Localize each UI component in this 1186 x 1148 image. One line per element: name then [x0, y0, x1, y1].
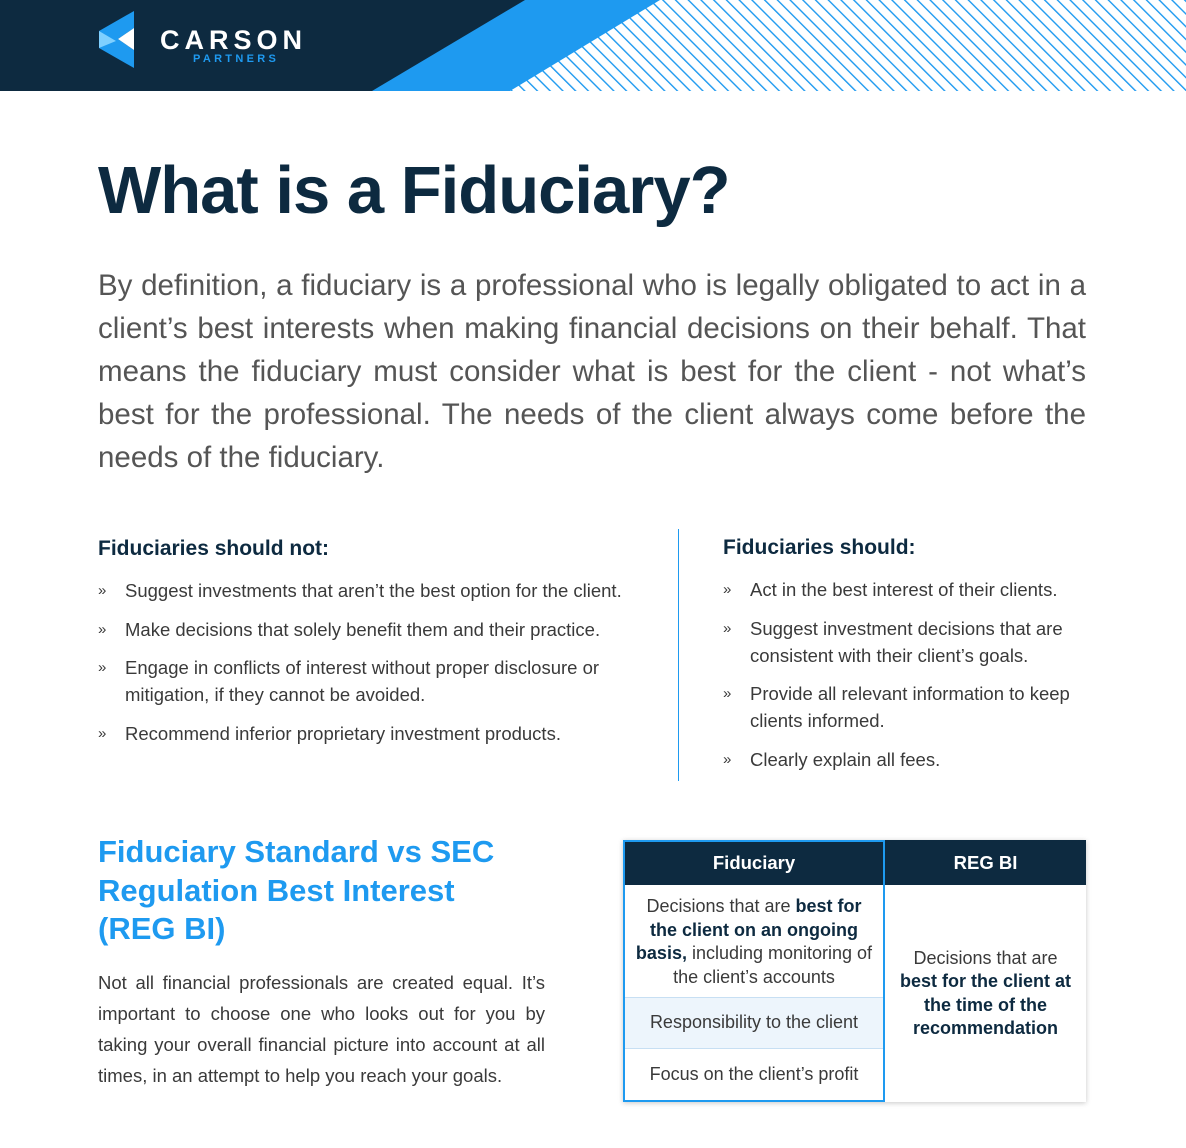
- list-item: [98, 577, 648, 604]
- bullet-icon: »: [723, 620, 732, 637]
- bullet-icon: »: [723, 685, 732, 702]
- comparison-section-title: Fiduciary Standard vs SEC Regulation Best Interest (REG BI): [98, 834, 495, 946]
- should-not-heading: Fiduciaries should not:: [98, 537, 330, 560]
- column-divider: [678, 529, 679, 781]
- brand-subtitle: PARTNERS: [193, 53, 280, 65]
- list-item-text: Act in the best interest of their clients.: [750, 579, 1058, 600]
- list-item: [723, 680, 1103, 734]
- cell-text: Decisions that are: [913, 947, 1058, 968]
- bullet-icon: »: [723, 751, 732, 768]
- list-item-text: Clearly explain all fees.: [750, 749, 941, 770]
- brand-name: CARSON: [160, 25, 308, 55]
- cell-text: Decisions that are: [646, 896, 796, 916]
- comparison-section-body: Not all financial professionals are created equal. It’s important to choose one who looks out for you by taking your overall financial picture into account at all times, in an attempt to help you reach your goals.: [98, 972, 545, 1086]
- header-banner: [0, 0, 1186, 91]
- list-item-text: Make decisions that solely benefit them and their practice.: [125, 619, 601, 640]
- list-item-text: Suggest investments that aren’t the best option for the client.: [125, 580, 622, 601]
- list-item-text: Provide all relevant information to keep clients informed.: [750, 683, 1070, 731]
- column-header-fiduciary: Fiduciary: [623, 840, 885, 885]
- bullet-icon: »: [98, 659, 107, 676]
- should-list: [723, 576, 1103, 773]
- list-item: [98, 654, 648, 708]
- intro-paragraph: By definition, a fiduciary is a professional who is legally obligated to act in a client’s best interests when making financial decisions on their behalf. That means the fiduciary must consider what is best for the client - not what’s best for the professional. The needs of the client always come before the needs of the fiduciary.: [98, 269, 1086, 474]
- list-item-text: Engage in conflicts of interest without proper disclosure or mitigation, if they cannot be avoided.: [125, 657, 600, 705]
- cell-text: Focus on the client’s profit: [649, 1063, 859, 1084]
- comparison-table: [623, 840, 1086, 1102]
- cell-text: including monitoring of the client’s accounts: [673, 943, 873, 987]
- cell-text-bold: best for the client at the time of the recommendation: [899, 971, 1072, 1038]
- bullet-icon: »: [98, 582, 107, 599]
- list-item-text: Suggest investment decisions that are consistent with their client’s goals.: [750, 618, 1063, 666]
- regbi-cell: [885, 885, 1086, 1102]
- page-title: What is a Fiduciary?: [98, 153, 730, 228]
- should-heading: Fiduciaries should:: [723, 536, 916, 559]
- fiduciary-column-outline: [623, 840, 885, 1102]
- bullet-icon: »: [723, 581, 732, 598]
- list-item-text: Recommend inferior proprietary investment products.: [125, 723, 561, 744]
- list-item: [723, 746, 1103, 773]
- bullet-icon: »: [98, 621, 107, 638]
- cell-text: Responsibility to the client: [649, 1012, 859, 1033]
- list-item: [98, 616, 648, 643]
- list-item: [723, 615, 1103, 669]
- list-item: [98, 720, 648, 747]
- cell-text-bold: best for the client on an ongoing basis,: [635, 896, 862, 963]
- bullet-icon: »: [98, 725, 107, 742]
- should-not-list: [98, 577, 648, 747]
- list-item: [723, 576, 1103, 603]
- column-header-regbi: REG BI: [885, 840, 1086, 885]
